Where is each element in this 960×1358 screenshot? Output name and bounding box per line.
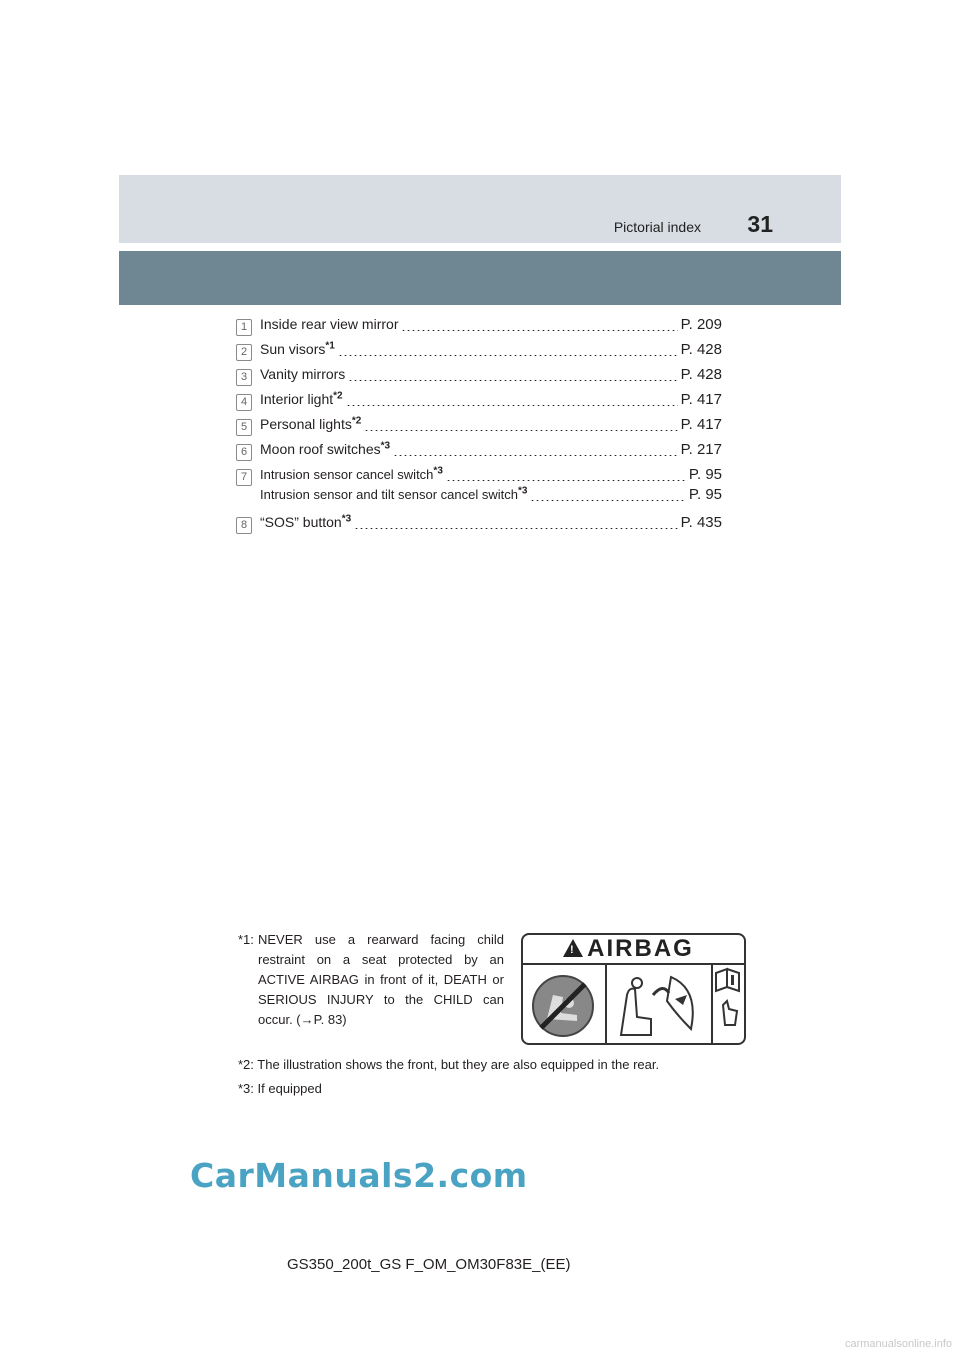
footnote-text: The illustration shows the front, but they are also equipped in the rear.: [257, 1057, 660, 1072]
entry-number-box: 6: [236, 444, 252, 461]
entry-line: [260, 514, 722, 534]
airbag-title-row: ! AIRBAG: [523, 935, 744, 965]
dot-leader: [354, 528, 677, 529]
page-reference-link[interactable]: P. 428: [680, 366, 722, 383]
entry-label: Personal lights$^{*2}$: [260, 415, 362, 432]
dot-leader: [346, 405, 678, 406]
entry-label: Moon roof switches$^{*3}$: [260, 440, 391, 457]
index-entry[interactable]: [236, 316, 722, 341]
footnote-text: If equipped: [257, 1081, 322, 1096]
no-child-seat-icon: [523, 965, 607, 1043]
airbag-warning-label: [521, 933, 746, 1045]
entry-number-box: 4: [236, 394, 252, 411]
entry-line: [260, 416, 722, 436]
dot-leader: [446, 480, 686, 481]
pictorial-index-list: [236, 316, 722, 539]
page-number: 31: [747, 211, 773, 237]
index-entry[interactable]: [236, 366, 722, 391]
index-entry[interactable]: [236, 466, 722, 514]
page-reference-link[interactable]: P. 417: [680, 416, 722, 433]
index-entry[interactable]: [236, 341, 722, 366]
dot-leader: [348, 380, 677, 381]
page-reference-link[interactable]: P. 95: [688, 466, 722, 483]
entry-label: Inside rear view mirror: [260, 316, 399, 332]
entry-line: [260, 316, 722, 336]
footnote-ref: *1: [325, 340, 335, 352]
entry-line: [260, 391, 722, 411]
entry-label: “SOS” button$^{*3}$: [260, 513, 352, 530]
footnote-ref: *3: [380, 440, 391, 452]
entry-line: [260, 486, 722, 506]
entry-number-box: 5: [236, 419, 252, 436]
manual-info-icon: [713, 965, 744, 1043]
dot-leader: [401, 330, 677, 331]
airbag-deploy-icon: [607, 965, 713, 1043]
page-reference-link[interactable]: P. 217: [680, 441, 722, 458]
index-entry[interactable]: [236, 514, 722, 539]
footnote-ref: *3: [517, 485, 528, 497]
page-reference-link[interactable]: P. 435: [680, 514, 722, 531]
footnote-ref: *2: [351, 415, 362, 427]
footnote-ref: *3: [341, 513, 352, 525]
entry-line: [260, 366, 722, 386]
footnote-ref: *3: [433, 465, 443, 477]
dot-leader: [393, 455, 678, 456]
dot-leader: [364, 430, 677, 431]
index-entry[interactable]: [236, 441, 722, 466]
entry-label: Interior light$^{*2}$: [260, 390, 343, 407]
entry-line: [260, 341, 722, 361]
footnote-text: NEVER use a rearward facing child restraint on a seat protected by an ACTIVE AIRBAG in front of it, DEATH or SERIOUS INJURY to the CHILD can occur. (→P. 83): [258, 932, 504, 1027]
entry-number-box: 1: [236, 319, 252, 336]
site-watermark: carmanualsonline.info: [844, 1338, 952, 1350]
page-reference-link[interactable]: P. 428: [680, 341, 722, 358]
footnote-mark: *1:: [238, 932, 254, 947]
entry-label: Intrusion sensor cancel switch$^{*3}$: [260, 465, 443, 482]
index-entry[interactable]: [236, 416, 722, 441]
page-reference-link[interactable]: P. 209: [680, 316, 722, 333]
footnote-mark: *2:: [238, 1057, 254, 1072]
document-id: GS350_200t_GS F_OM_OM30F83E_(EE): [287, 1256, 571, 1273]
airbag-title: AIRBAG: [587, 935, 694, 962]
page-reference-link[interactable]: P. 417: [680, 391, 722, 408]
entry-line: [260, 466, 722, 486]
index-entry[interactable]: [236, 391, 722, 416]
entry-label: Vanity mirrors: [260, 366, 346, 382]
entry-label: Sun visors$^{*1}$: [260, 340, 335, 357]
page-header: [119, 175, 841, 243]
footnote-ref: *2: [333, 390, 343, 402]
page-reference-link[interactable]: P. 95: [688, 486, 722, 503]
entry-line: [260, 441, 722, 461]
footnote-1: [238, 930, 504, 1030]
entry-number-box: 7: [236, 469, 252, 486]
footnote-3: [238, 1079, 322, 1099]
entry-number-box: 8: [236, 517, 252, 534]
section-band: [119, 251, 841, 305]
entry-number-box: 2: [236, 344, 252, 361]
dot-leader: [338, 355, 678, 356]
carmanuals-logo[interactable]: CarManuals2.com: [190, 1156, 528, 1195]
entry-label: Intrusion sensor and tilt sensor cancel switch$^{*3}$: [260, 485, 528, 502]
entry-number-box: 3: [236, 369, 252, 386]
footnote-mark: *3:: [238, 1081, 254, 1096]
footnote-2: [238, 1055, 698, 1075]
section-title: Pictorial index: [613, 219, 701, 235]
dot-leader: [530, 500, 685, 501]
